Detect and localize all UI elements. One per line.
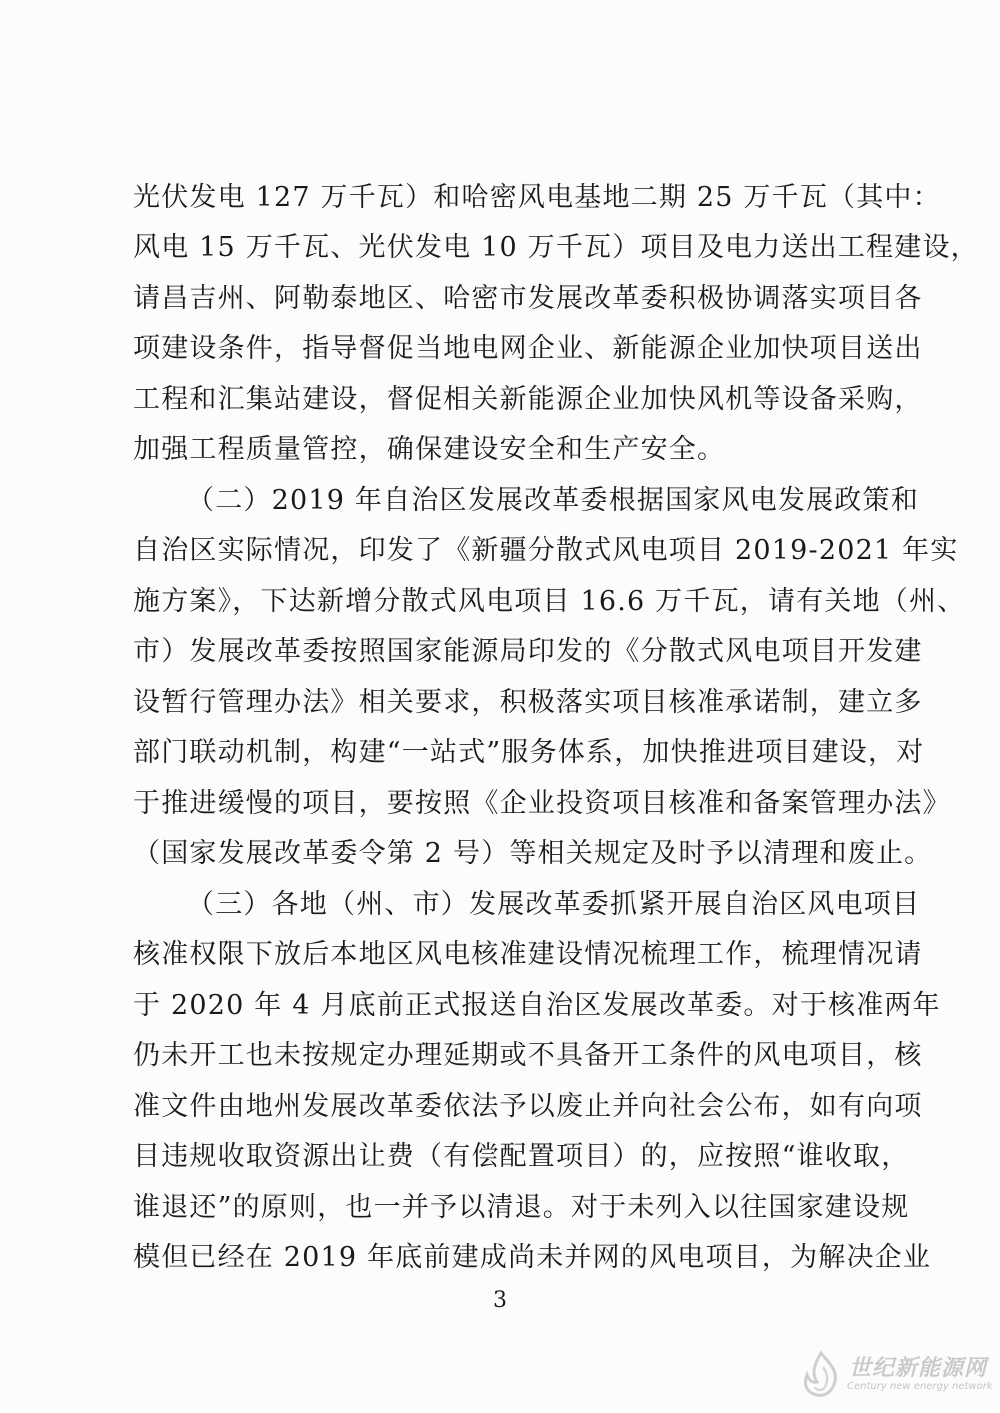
text-line: 请昌吉州、阿勒泰地区、哈密市发展改革委积极协调落实项目各 xyxy=(133,283,923,314)
text-line: 自治区实际情况，印发了《新疆分散式风电项目 2019-2021 年实 xyxy=(133,535,959,566)
page-number: 3 xyxy=(493,1288,507,1313)
flame-logo-icon xyxy=(795,1349,847,1401)
text-line: 目违规收取资源出让费（有偿配置项目）的，应按照“谁收取， xyxy=(133,1141,910,1172)
text-line: 光伏发电 127 万千瓦）和哈密风电基地二期 25 万千瓦（其中： xyxy=(133,182,941,213)
text-line: （国家发展改革委令第 2 号）等相关规定及时予以清理和废止。 xyxy=(133,838,933,869)
text-line: 谁退还”的原则，也一并予以清退。对于未列入以往国家建设规 xyxy=(133,1192,910,1223)
text-line: 风电 15 万千瓦、光伏发电 10 万千瓦）项目及电力送出工程建设， xyxy=(133,232,979,263)
text-line: 模但已经在 2019 年底前建成尚未并网的风电项目，为解决企业 xyxy=(133,1242,932,1273)
text-line: 工程和汇集站建设，督促相关新能源企业加快风机等设备采购， xyxy=(133,384,923,415)
text-line: 准文件由地州发展改革委依法予以废止并向社会公布，如有向项 xyxy=(133,1091,923,1122)
watermark-subtitle: Century new energy network xyxy=(847,1381,993,1392)
text-line: 施方案》，下达新增分散式风电项目 16.6 万千瓦，请有关地（州、 xyxy=(133,586,966,617)
watermark xyxy=(795,1345,995,1405)
text-line: 仍未开工也未按规定办理延期或不具备开工条件的风电项目，核 xyxy=(133,1040,923,1071)
text-line: 核准权限下放后本地区风电核准建设情况梳理工作，梳理情况请 xyxy=(133,939,923,970)
paragraph-first-line: （二）2019 年自治区发展改革委根据国家风电发展政策和 xyxy=(187,485,919,516)
paragraph-first-line: （三）各地（州、市）发展改革委抓紧开展自治区风电项目 xyxy=(187,889,921,920)
text-line: 部门联动机制，构建“一站式”服务体系，加快推进项目建设，对 xyxy=(133,737,925,768)
text-line: 设暂行管理办法》相关要求，积极落实项目核准承诺制，建立多 xyxy=(133,687,923,718)
text-line: 于推进缓慢的项目，要按照《企业投资项目核准和备案管理办法》 xyxy=(133,788,951,819)
text-line: 项建设条件，指导督促当地电网企业、新能源企业加快项目送出 xyxy=(133,333,923,364)
watermark-title: 世纪新能源网 xyxy=(849,1356,988,1381)
text-line: 市）发展改革委按照国家能源局印发的《分散式风电项目开发建 xyxy=(133,636,923,667)
text-line: 加强工程质量管控，确保建设安全和生产安全。 xyxy=(133,434,726,465)
text-line: 于 2020 年 4 月底前正式报送自治区发展改革委。对于核准两年 xyxy=(133,990,941,1021)
